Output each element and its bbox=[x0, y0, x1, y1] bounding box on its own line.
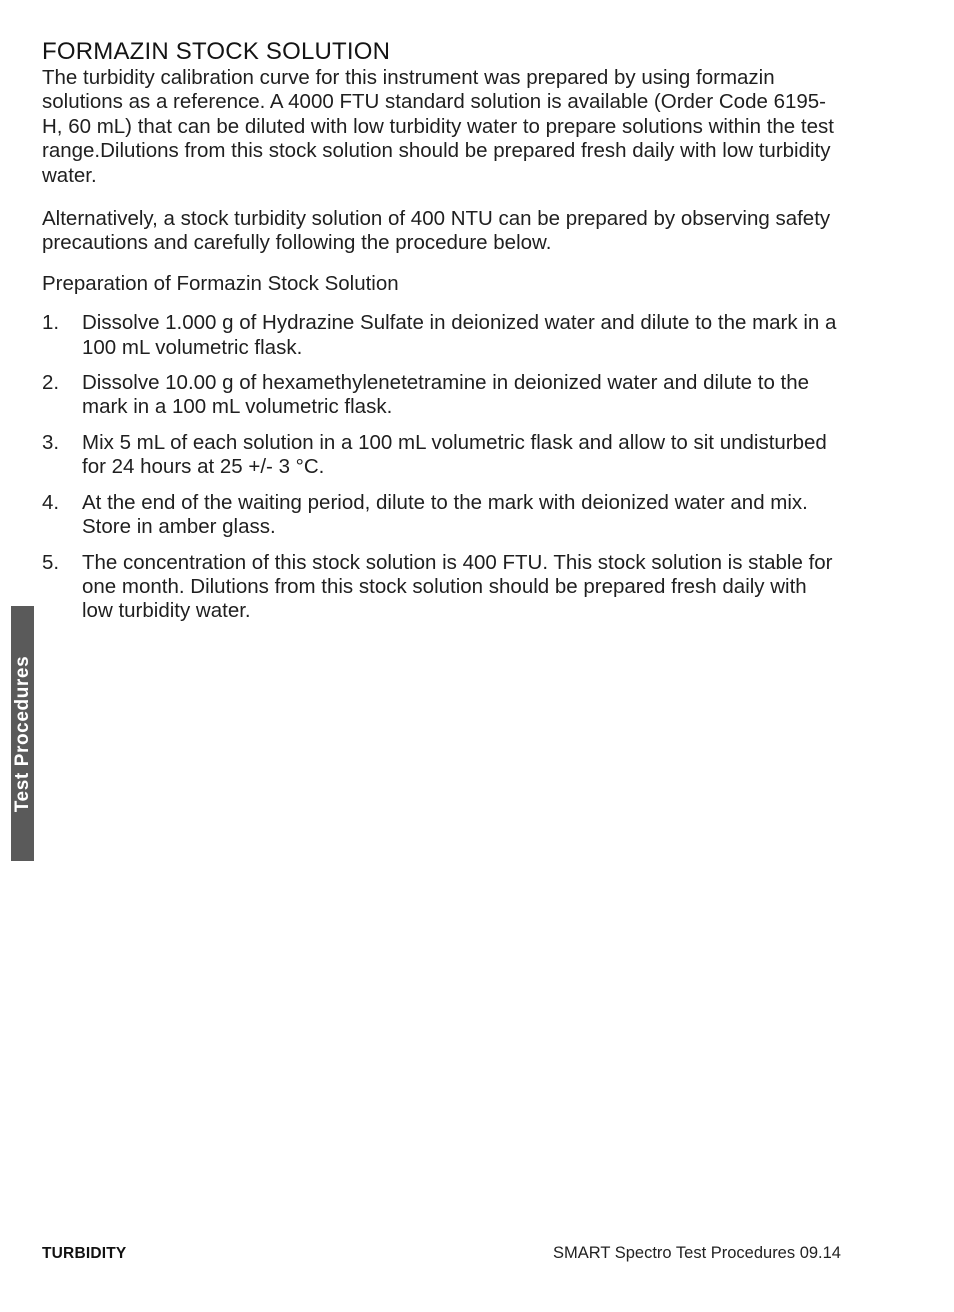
step-5 bbox=[42, 551, 842, 624]
procedure-subheading: Preparation of Formazin Stock Solution bbox=[42, 271, 399, 295]
step-2 bbox=[42, 371, 842, 420]
step-4 bbox=[42, 491, 842, 540]
procedure-steps bbox=[42, 311, 842, 623]
section-side-tab bbox=[11, 606, 34, 861]
step-text: Dissolve 10.00 g of hexamethylenetetramine in deionized water and dilute to the mark in a 100 mL volumetric flask. bbox=[82, 371, 810, 419]
footer-section-name: TURBIDITY bbox=[42, 1245, 127, 1262]
step-number: 2. bbox=[42, 371, 60, 395]
page-content bbox=[42, 38, 842, 635]
intro-paragraph: The turbidity calibration curve for this instrument was prepared by using formazin solutions as a reference. A 4000 FTU standard solution is available (Order Code 6195-H, 60 mL) that can be diluted with low turbidity water to prepare solutions within the test range.Dilutions from this stock solution should be prepared fresh daily with low turbidity water. bbox=[42, 66, 834, 187]
step-number: 3. bbox=[42, 430, 60, 454]
step-1 bbox=[42, 311, 842, 360]
side-tab-label: Test Procedures bbox=[11, 655, 33, 812]
step-3 bbox=[42, 431, 842, 480]
step-number: 4. bbox=[42, 490, 60, 514]
footer-document-title: SMART Spectro Test Procedures 09.14 bbox=[553, 1244, 841, 1262]
step-text: Mix 5 mL of each solution in a 100 mL volumetric flask and allow to sit undisturbed for 24 hours at 25 +/- 3 °C. bbox=[82, 430, 827, 479]
page-title: FORMAZIN STOCK SOLUTION bbox=[42, 38, 391, 65]
alternative-paragraph: Alternatively, a stock turbidity solution of 400 NTU can be prepared by observing safety precautions and carefully following the procedure below. bbox=[42, 207, 831, 255]
step-text: At the end of the waiting period, dilute to the mark with deionized water and mix. Store in amber glass. bbox=[82, 490, 808, 539]
step-number: 1. bbox=[42, 311, 60, 335]
step-text: Dissolve 1.000 g of Hydrazine Sulfate in deionized water and dilute to the mark in a 100 mL volumetric flask. bbox=[82, 311, 837, 359]
step-text: The concentration of this stock solution is 400 FTU. This stock solution is stable for one month. Dilutions from this stock solution should be prepared fresh daily with low turbidity water. bbox=[82, 550, 833, 623]
step-number: 5. bbox=[42, 550, 60, 574]
